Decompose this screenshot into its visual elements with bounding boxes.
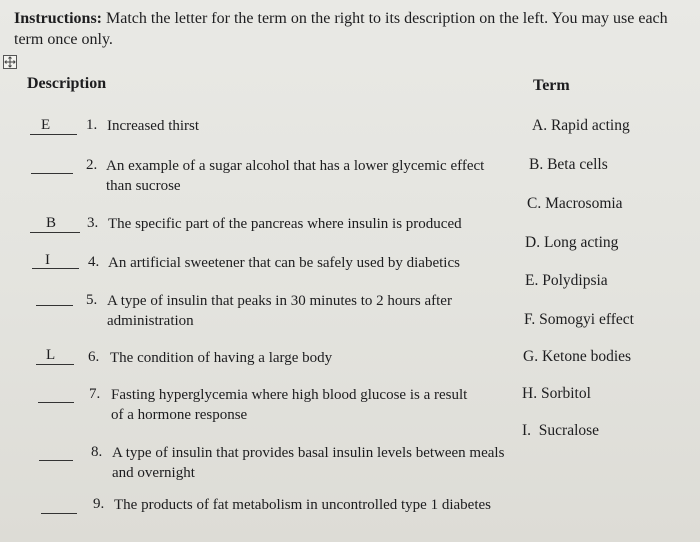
item-description-1: Increased thirst — [107, 118, 200, 134]
move-handle-icon[interactable] — [3, 55, 17, 69]
answer-letter-3: B — [46, 215, 57, 231]
term-g: G. Ketone bodies — [523, 348, 632, 365]
answer-blank-6[interactable] — [36, 364, 74, 365]
term-a: A. Rapid acting — [532, 117, 630, 134]
answer-letter-6: L — [46, 347, 56, 363]
answer-blank-3[interactable] — [30, 232, 80, 233]
item-description-9: The products of fat metabolism in uncontrolled type 1 diabetes — [114, 497, 491, 513]
answer-blank-4[interactable] — [32, 268, 79, 269]
item-number-7: 7. — [89, 386, 101, 402]
answer-blank-9[interactable] — [41, 513, 77, 514]
answer-blank-2[interactable] — [31, 173, 73, 174]
instructions — [14, 8, 694, 50]
item-description-7: Fasting hyperglycemia where high blood glucose is a result of a hormone response — [111, 387, 468, 423]
item-number-1: 1. — [86, 117, 98, 133]
item-number-3: 3. — [87, 215, 99, 231]
answer-letter-1: E — [41, 117, 51, 133]
item-description-4: An artificial sweetener that can be safely used by diabetics — [108, 255, 460, 271]
item-number-8: 8. — [91, 444, 103, 460]
item-description-8: A type of insulin that provides basal insulin levels between meals and overnight — [112, 445, 505, 481]
answer-blank-8[interactable] — [39, 460, 73, 461]
description-header: Description — [27, 75, 107, 92]
answer-blank-7[interactable] — [38, 402, 74, 403]
term-d: D. Long acting — [525, 234, 619, 251]
term-b: B. Beta cells — [529, 156, 608, 173]
term-h: H. Sorbitol — [522, 385, 591, 402]
instructions-label: Instructions: — [14, 10, 103, 27]
term-f: F. Somogyi effect — [524, 311, 634, 328]
item-number-5: 5. — [86, 292, 98, 308]
item-description-5: A type of insulin that peaks in 30 minutes to 2 hours after administration — [107, 293, 452, 329]
answer-blank-5[interactable] — [36, 305, 73, 306]
answer-blank-1[interactable] — [30, 134, 77, 135]
term-header: Term — [533, 77, 570, 94]
item-number-9: 9. — [93, 496, 105, 512]
item-number-2: 2. — [86, 157, 98, 173]
item-description-6: The condition of having a large body — [110, 350, 333, 366]
term-c: C. Macrosomia — [527, 195, 623, 212]
answer-letter-4: I — [45, 252, 50, 268]
item-description-3: The specific part of the pancreas where insulin is produced — [108, 216, 462, 232]
item-number-6: 6. — [88, 349, 100, 365]
term-e: E. Polydipsia — [525, 272, 608, 289]
item-number-4: 4. — [88, 254, 100, 270]
term-i: I. Sucralose — [522, 422, 600, 439]
instructions-text: Match the letter for the term on the right to its description on the left. You may use each term once only. — [14, 10, 668, 48]
item-description-2: An example of a sugar alcohol that has a lower glycemic effect than sucrose — [106, 158, 485, 194]
